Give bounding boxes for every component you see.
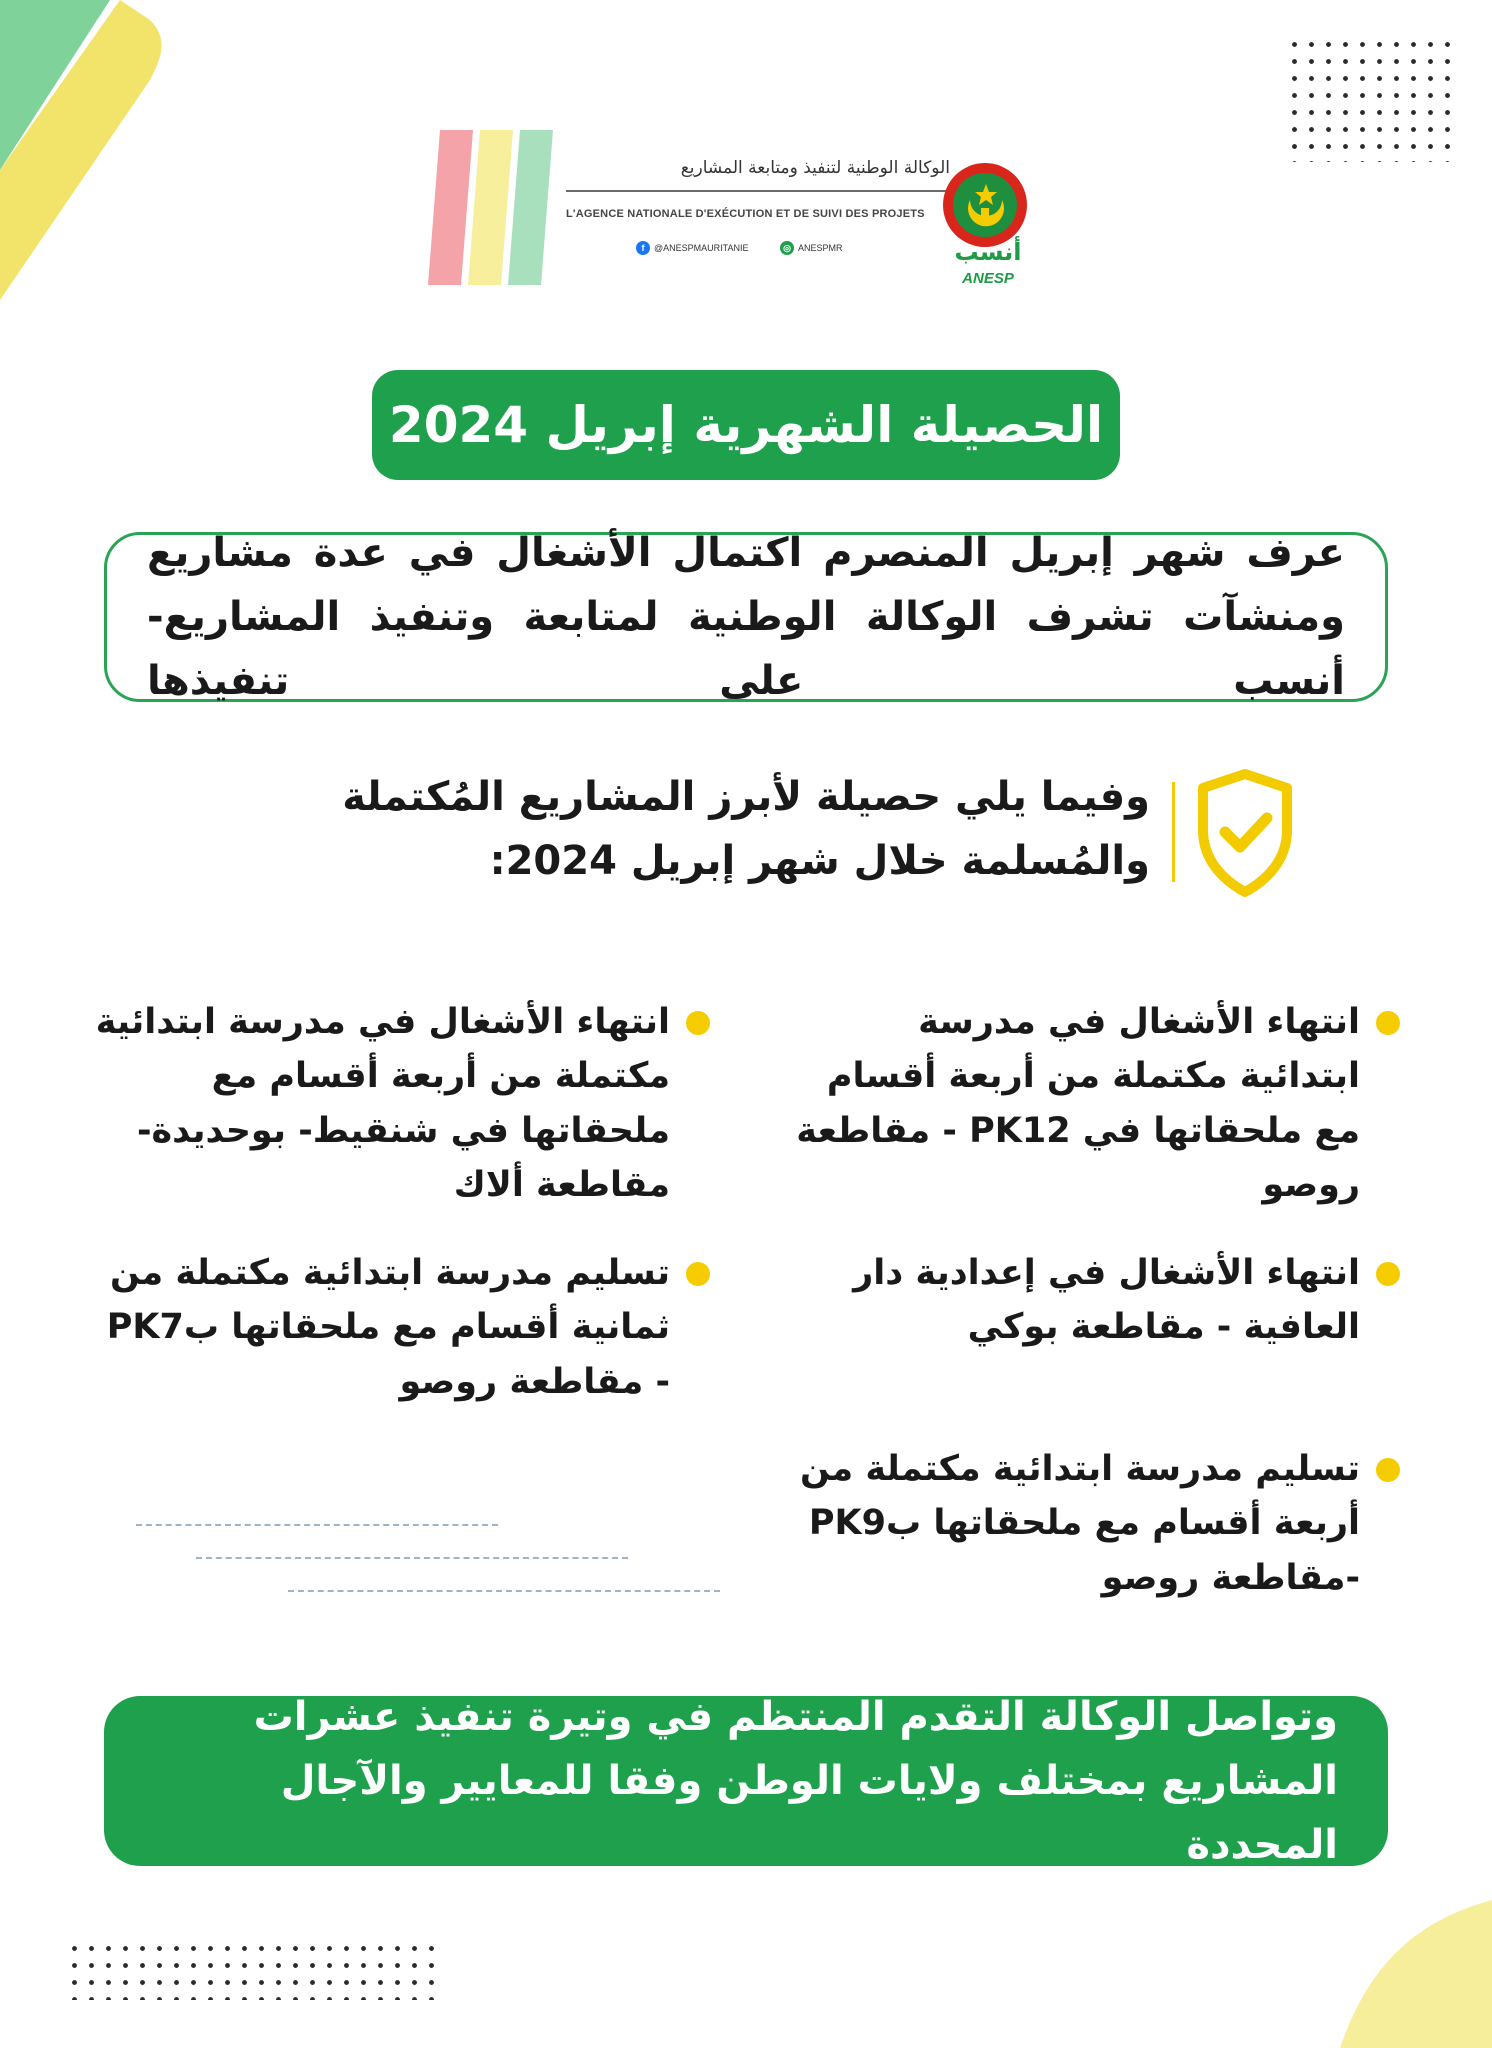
- dashed-line: [288, 1590, 720, 1592]
- bullet-icon: [686, 1262, 710, 1286]
- shield-check-icon: [1195, 768, 1295, 898]
- bullet-icon: [1376, 1262, 1400, 1286]
- list-item: تسليم مدرسة ابتدائية مكتملة من ثمانية أقسام مع ملحقاتها بPK7 - مقاطعة روصو: [90, 1246, 710, 1409]
- footer-banner: [104, 1696, 1388, 1866]
- dot-pattern-top-right: [1286, 36, 1456, 162]
- facebook-handle: f @ANESPMAURITANIE: [636, 241, 748, 255]
- list-item: انتهاء الأشغال في مدرسة ابتدائية مكتملة من أربعة أقسام مع ملحقاتها في شنقيط- بوحديدة- مقاطعة ألاك: [90, 995, 710, 1212]
- lead-divider: [1172, 782, 1175, 882]
- instagram-icon: ◎: [780, 241, 794, 255]
- flag-stripes-icon: [428, 130, 553, 285]
- corner-stripes-decoration: [0, 0, 200, 340]
- dashed-line: [136, 1524, 498, 1526]
- corner-blob-decoration: [1220, 1880, 1492, 2048]
- list-item: انتهاء الأشغال في مدرسة ابتدائية مكتملة من أربعة أقسام مع ملحقاتها في PK12 - مقاطعة روصو: [790, 995, 1400, 1212]
- bullet-icon: [1376, 1458, 1400, 1482]
- list-item: تسليم مدرسة ابتدائية مكتملة من أربعة أقسام مع ملحقاتها بPK9 -مقاطعة روصو: [790, 1442, 1400, 1605]
- list-item: انتهاء الأشغال في إعدادية دار العافية - مقاطعة بوكي: [790, 1246, 1400, 1355]
- national-seal-icon: [940, 160, 1030, 250]
- facebook-icon: f: [636, 241, 650, 255]
- footer-text: وتواصل الوكالة التقدم المنتظم في وتيرة تنفيذ عشرات المشاريع بمختلف ولايات الوطن وفقا للمعايير والآجال المحددة: [253, 1694, 1338, 1868]
- bullet-icon: [686, 1011, 710, 1035]
- agency-logo: [400, 80, 1050, 330]
- dot-pattern-bottom-left: [66, 1940, 436, 2000]
- instagram-handle: ◎ ANESPMR: [780, 241, 843, 255]
- intro-box: [104, 532, 1388, 702]
- brand-latin: ANESP: [962, 270, 1014, 287]
- brand-arabic: أنسب: [954, 238, 1022, 266]
- bullet-icon: [1376, 1011, 1400, 1035]
- intro-text: عرف شهر إبريل المنصرم اكتمال الأشغال في عدة مشاريع ومنشآت تشرف الوكالة الوطنية لمتابعة وتنفيذ المشاريع-أنسب على تنفيذها: [147, 530, 1345, 704]
- page-title: الحصيلة الشهرية إبريل 2024: [372, 370, 1120, 480]
- dashed-line: [196, 1557, 628, 1559]
- lead-text: وفيما يلي حصيلة لأبرز المشاريع المُكتملة والمُسلمة خلال شهر إبريل 2024:: [342, 774, 1150, 884]
- agency-french-name: L'AGENCE NATIONALE D'EXÉCUTION ET DE SUIVI DES PROJETS: [566, 208, 925, 220]
- agency-arabic-name: الوكالة الوطنية لتنفيذ ومتابعة المشاريع: [680, 158, 950, 178]
- logo-divider: [566, 190, 951, 192]
